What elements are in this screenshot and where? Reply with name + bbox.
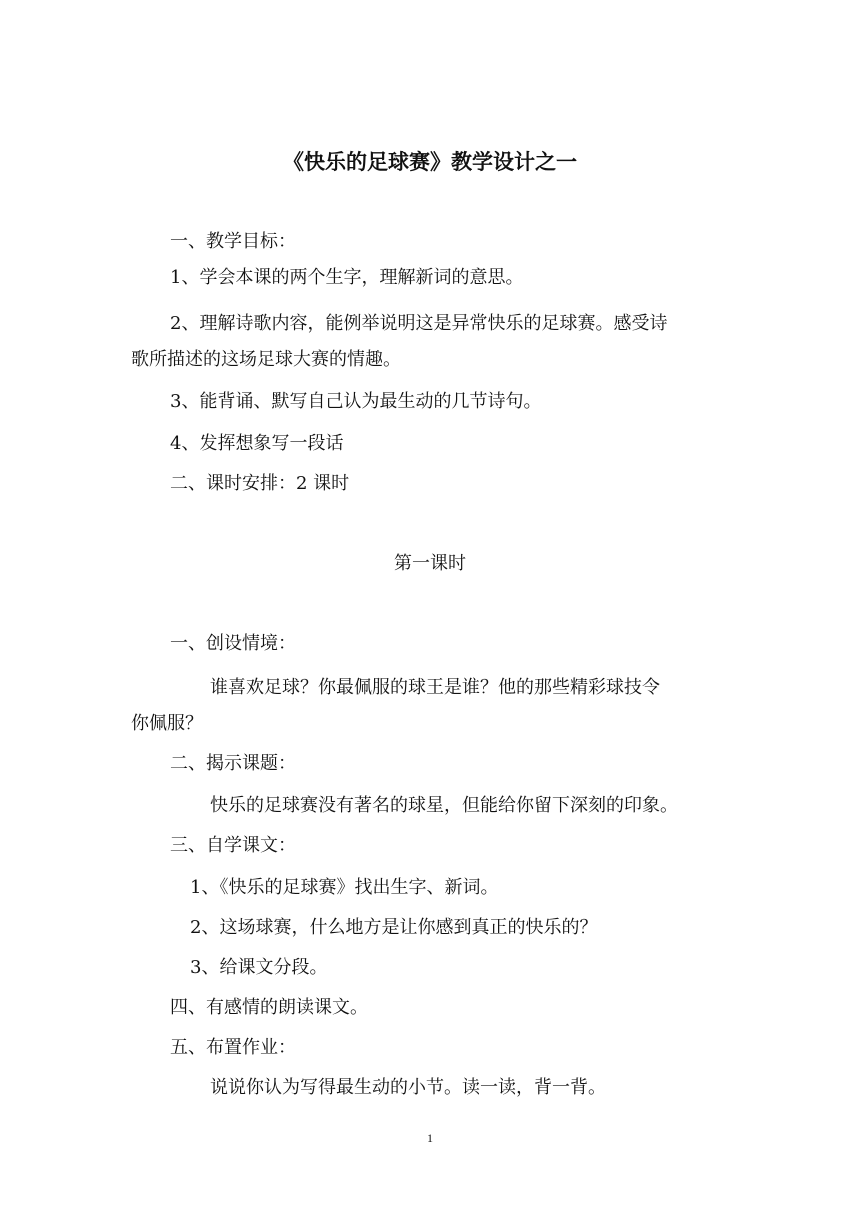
page-number: 1 bbox=[427, 1131, 433, 1145]
goals-heading: 一、教学目标： bbox=[170, 231, 296, 252]
lesson-heading: 第一课时 bbox=[394, 553, 466, 574]
goal-2-line-1: 2、理解诗歌内容，能例举说明这是异常快乐的足球赛。感受诗 bbox=[170, 313, 668, 334]
section-1-line-2: 你佩服？ bbox=[131, 713, 203, 734]
goal-1: 1、学会本课的两个生字，理解新词的意思。 bbox=[170, 267, 524, 288]
goal-4: 4、发挥想象写一段话 bbox=[170, 433, 344, 454]
goal-3: 3、能背诵、默写自己认为最生动的几节诗句。 bbox=[170, 391, 542, 412]
section-5-heading: 五、布置作业： bbox=[170, 1037, 296, 1058]
schedule: 二、课时安排：2 课时 bbox=[170, 473, 350, 494]
section-1-line-1: 谁喜欢足球？你最佩服的球王是谁？他的那些精彩球技令 bbox=[210, 677, 660, 698]
section-2-text: 快乐的足球赛没有著名的球星，但能给你留下深刻的印象。 bbox=[210, 795, 678, 816]
section-3-item-1: 1、《快乐的足球赛》找出生字、新词。 bbox=[190, 877, 499, 898]
section-3-item-2: 2、这场球赛，什么地方是让你感到真正的快乐的？ bbox=[190, 917, 598, 938]
section-3-heading: 三、自学课文： bbox=[170, 835, 296, 856]
section-2-heading: 二、揭示课题： bbox=[170, 753, 296, 774]
section-5-text: 说说你认为写得最生动的小节。读一读，背一背。 bbox=[210, 1077, 606, 1098]
section-1-heading: 一、创设情境： bbox=[170, 633, 296, 654]
goal-2-line-2: 歌所描述的这场足球大赛的情趣。 bbox=[131, 349, 401, 370]
section-3-item-3: 3、给课文分段。 bbox=[190, 957, 328, 978]
section-4-heading: 四、有感情的朗读课文。 bbox=[170, 997, 368, 1018]
document-title: 《快乐的足球赛》教学设计之一 bbox=[283, 149, 577, 174]
